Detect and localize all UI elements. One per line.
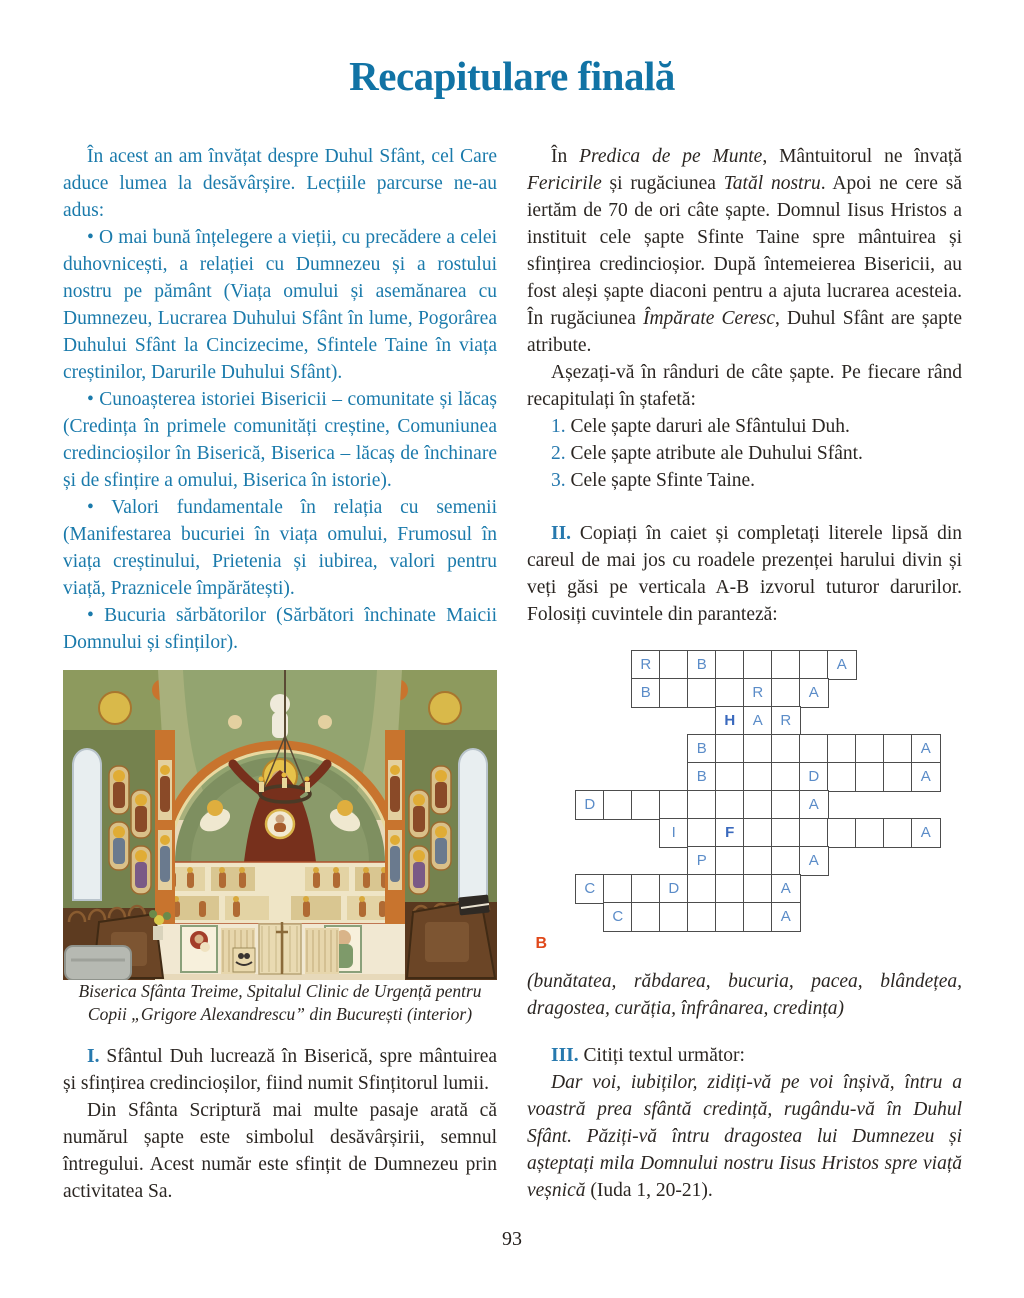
bullet-icon: •	[87, 227, 94, 248]
crossword-cell	[883, 818, 913, 848]
exercise-II-paragraph: II. Copiați în caiet și completați literele lipsă din careul de mai jos cu roadele prezenței harului divin și veți găsi pe verticala A-B izvorul tuturor darurilor. Folosiți cuvintele din paranteză:	[527, 523, 962, 625]
list-number: 1.	[551, 416, 566, 437]
crossword-label-b: B	[535, 935, 548, 952]
crossword-cell	[743, 818, 773, 848]
bullet-text: Bucuria sărbătorilor (Sărbători închinate Maicii Domnului și sfinților).	[63, 605, 498, 653]
crossword-cell: R	[743, 678, 773, 708]
bible-passage: Dar voi, iubiților, zidiți-vă pe voi înșivă, întru a voastră prea sfântă credință, rugându-vă în Duhul Sfânt. Păziți-vă întru dragostea lui Dumnezeu și așteptați mila Domnului nostru Iisus Hristos spre viață veșnică (Iuda 1, 20-21).	[527, 1072, 962, 1201]
crossword-cell	[771, 790, 801, 820]
crossword-cell: A	[799, 678, 829, 708]
crossword-cell	[771, 762, 801, 792]
crossword-cell	[743, 846, 773, 876]
bullet-icon: •	[87, 389, 94, 410]
crossword-cell	[603, 790, 633, 820]
crossword-cell	[687, 678, 717, 708]
crossword-cell	[883, 734, 913, 764]
crossword-cell: C	[603, 902, 633, 932]
crossword-cell	[855, 762, 885, 792]
crossword-cell	[799, 734, 829, 764]
iconostasis	[155, 922, 405, 974]
list-item: 3. Cele șapte Sfinte Taine.	[551, 470, 756, 491]
crossword-cell	[855, 818, 885, 848]
left-column	[63, 143, 497, 1205]
relay-list	[527, 413, 962, 494]
crossword-cell	[743, 874, 773, 904]
bullet-item	[63, 494, 497, 602]
crossword-cell	[771, 650, 801, 680]
crossword-cell	[715, 762, 745, 792]
crossword-cell	[743, 650, 773, 680]
page-title: Recapitulare finală	[349, 53, 675, 99]
crossword-cell: B	[687, 650, 717, 680]
crossword-cell	[855, 734, 885, 764]
bullet-item	[63, 224, 497, 386]
crossword-cell	[631, 790, 661, 820]
crossword-cell	[715, 790, 745, 820]
crossword-cell	[771, 846, 801, 876]
crossword-cell	[715, 650, 745, 680]
church-photo	[63, 670, 497, 980]
crossword-cell	[715, 678, 745, 708]
crossword-cell: R	[771, 706, 801, 736]
crossword-cell	[687, 790, 717, 820]
crossword-cell	[659, 678, 689, 708]
crossword-cell: I	[659, 818, 689, 848]
list-number: 3.	[551, 470, 566, 491]
crossword-cell	[715, 734, 745, 764]
crossword-cell	[631, 902, 661, 932]
bullet-item	[63, 386, 497, 494]
crossword-cell: D	[659, 874, 689, 904]
crossword-cell	[687, 874, 717, 904]
list-item: 2. Cele șapte atribute ale Duhului Sfânt.	[551, 443, 863, 464]
crossword-cell: A	[911, 818, 941, 848]
crossword-cell	[771, 734, 801, 764]
crossword-cell	[631, 874, 661, 904]
crossword-cell: H	[715, 706, 745, 736]
crossword-cell	[687, 818, 717, 848]
crossword-cell: A	[911, 734, 941, 764]
crossword-cell	[799, 650, 829, 680]
list-number: 2.	[551, 443, 566, 464]
crossword-cell	[715, 874, 745, 904]
exercise-III-paragraph: III. Citiți textul următor:	[551, 1045, 745, 1066]
crossword-cell: A	[799, 790, 829, 820]
crossword-cell: B	[687, 762, 717, 792]
intro-paragraph: În acest an am învățat despre Duhul Sfânt, cel Care aduce lumea la desăvârșire. Lecțiile parcurse ne-au adus:	[63, 146, 497, 221]
bullet-icon: •	[87, 497, 94, 518]
crossword-cell	[659, 790, 689, 820]
crossword-cell: A	[911, 762, 941, 792]
crossword-cell	[771, 818, 801, 848]
crossword-cell	[827, 818, 857, 848]
crossword-cell	[659, 902, 689, 932]
crossword-cell: D	[799, 762, 829, 792]
seven-symbol-paragraph: Din Sfânta Scriptură mai multe pasaje arată că numărul șapte este simbolul desăvârșirii, semnul întregului. Acest număr este sfințit de Dumnezeu prin activitatea Sa.	[63, 1100, 497, 1202]
crossword-cell: F	[715, 818, 745, 848]
crossword-cell: B	[687, 734, 717, 764]
crossword-cell: A	[827, 650, 857, 680]
list-item: 1. Cele șapte daruri ale Sfântului Duh.	[551, 416, 850, 437]
crossword-cell	[687, 902, 717, 932]
relay-intro-paragraph: Așezați-vă în rânduri de câte șapte. Pe fiecare rând recapitulați în ștafetă:	[527, 362, 962, 410]
crossword-cell	[743, 734, 773, 764]
bullet-text: Cunoașterea istoriei Bisericii – comunitate și lăcaș (Credința în primele comunități creștine, Comuniunea credincioșilor în Biserică, Biserica – lăcaș de închinare și de sfințire a omului, Biserica în istorie).	[63, 389, 498, 491]
crossword-cell: D	[575, 790, 605, 820]
crossword-cell	[771, 678, 801, 708]
crossword-cell	[883, 762, 913, 792]
crossword-cell	[743, 790, 773, 820]
crossword-cell	[799, 818, 829, 848]
crossword-cell	[603, 874, 633, 904]
crossword-cell	[827, 762, 857, 792]
crossword-cell: C	[575, 874, 605, 904]
crossword-cell	[827, 734, 857, 764]
bullet-item	[63, 602, 497, 656]
bullet-text: O mai bună înțelegere a vieții, cu precădere a celei duhovnicești, a relației cu Dumnezeu și a rostului nostru pe pământ (Viața omului și asemănarea cu Dumnezeu, Lucrarea Duhului Sfânt în lume, Pogorârea Duhului Sfânt la Cincizecime, Sfintele Taine în viața creștinilor, Darurile Duhului Sfânt).	[63, 227, 497, 383]
right-column	[527, 143, 962, 1204]
crossword-cell: A	[771, 902, 801, 932]
crossword-cell	[743, 762, 773, 792]
crossword-cell: B	[631, 678, 661, 708]
crossword-puzzle	[535, 650, 962, 954]
crossword-cell: A	[771, 874, 801, 904]
page-number: 93	[502, 1228, 522, 1250]
bullet-icon: •	[87, 605, 94, 626]
exercise-I-paragraph: I. Sfântul Duh lucrează în Biserică, spre mântuirea și sfințirea credincioșilor, fiind numit Sfințitorul lumii.	[63, 1046, 498, 1094]
photo-caption: Biserica Sfânta Treime, Spitalul Clinic de Urgență pentru Copii „Grigore Alexandrescu” din București (interior)	[78, 981, 482, 1024]
crossword-cell	[743, 902, 773, 932]
word-bank-paragraph: (bunătatea, răbdarea, bucuria, pacea, blândețea, dragostea, curăția, înfrânarea, credința)	[527, 971, 962, 1019]
crossword-cell	[715, 846, 745, 876]
bullet-text: Valori fundamentale în relația cu semenii (Manifestarea bucuriei în viața omului, Frumosul în viața creștinului, Prietenia și iubirea, valori pentru viață, Praznicele împărătești).	[63, 497, 497, 599]
sermon-paragraph: În Predica de pe Munte, Mântuitorul ne învață Fericirile și rugăciunea Tatăl nostru. Apoi ne cere să iertăm de 70 de ori câte șapte. Domnul Iisus Hristos a instituit cele șapte Sfinte Taine spre mântuirea și sfințirea credincioșior. După întemeierea Bisericii, au fost aleși șapte diaconi pentru a ajuta lucrarea acesteia. În rugăciunea Împărate Ceresc, Duhul Sfânt are șapte atribute.	[527, 146, 962, 356]
crossword-cell: R	[631, 650, 661, 680]
crossword-cell: A	[743, 706, 773, 736]
crossword-cell	[659, 650, 689, 680]
crossword-cells	[575, 650, 941, 932]
crossword-cell: P	[687, 846, 717, 876]
crossword-cell	[715, 902, 745, 932]
crossword-cell: A	[799, 846, 829, 876]
